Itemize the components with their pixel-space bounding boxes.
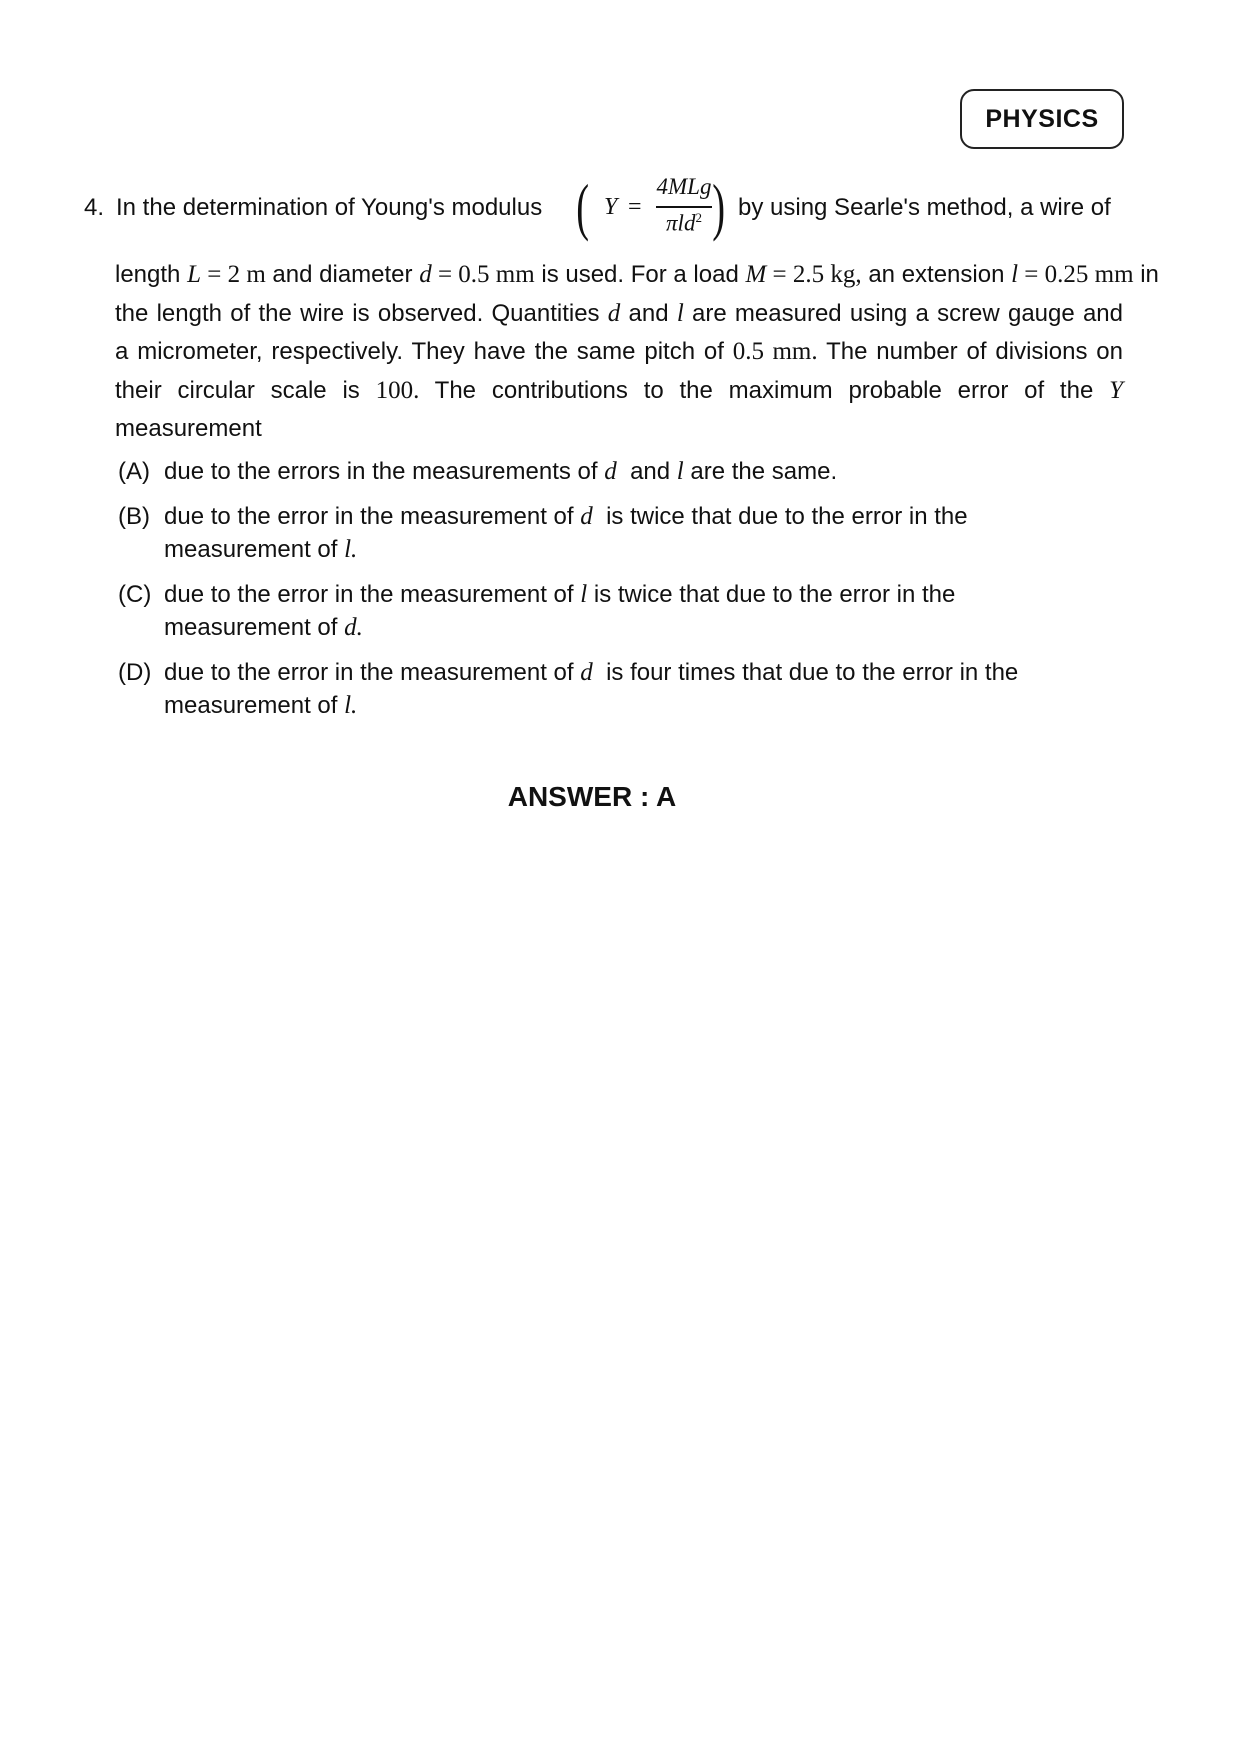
option-b [118,500,1118,566]
question-intro: In the determination of Young's modulus [116,194,543,221]
text-run: due to the errors in the measurements of [164,458,605,485]
math-var: d [604,458,617,485]
text-run: The number of divisions on [817,338,1123,365]
question-line-4 [115,372,1123,411]
option-d [118,656,1118,722]
text-run: length [115,261,188,288]
formula-denominator [656,210,712,237]
math-var: l. [344,536,358,563]
math-value: = 0.5 mm [431,261,535,288]
text-run: measurement of [164,692,345,719]
text-run: is four times that due to the error in the [592,659,1019,686]
text-run: and diameter [265,261,420,288]
text-run: the length of the wire is observed. Quantities [115,299,608,327]
text-run: due to the error in the measurement of [164,503,581,530]
text-run: and [616,458,677,485]
answer-options [118,455,1118,734]
formula-fraction-bar [656,206,712,208]
math-var: l [676,458,684,485]
text-run: due to the error in the measurement of [164,659,581,686]
text-run: is twice that due to the error in the [587,581,956,608]
option-label: (D) [118,659,152,686]
question-line-2 [115,295,1123,334]
youngs-modulus-formula [572,170,726,250]
option-label: (A) [118,458,150,485]
question-body [115,256,1159,449]
math-var: d [419,261,432,288]
math-var: l [676,299,684,327]
option-text [164,500,1118,566]
math-var: d. [344,614,363,641]
option-label: (C) [118,581,152,608]
formula-equals: = [628,194,642,220]
math-var: d [607,299,621,327]
text-run: in [1133,261,1159,288]
subject-label: PHYSICS [985,104,1099,133]
option-text [164,455,1118,488]
answer-key: ANSWER : A [507,781,677,812]
math-var: l [1011,261,1019,288]
text-run: their circular scale is [115,376,376,404]
text-run: The contributions to the maximum probable error of the [419,376,1110,404]
math-value: 0.5 mm. [732,338,818,365]
text-run: an extension [861,261,1012,288]
formula-numerator: 4MLg [656,174,712,199]
text-run: and [620,299,677,327]
math-var: d [580,503,593,530]
math-var: l. [344,692,358,719]
question-line-1 [115,256,1159,295]
text-run: a micrometer, respectively. They have the same pitch of [115,338,733,365]
question-line-5: measurement [115,415,262,442]
question-line-3 [115,333,1123,372]
math-var: L [187,261,201,288]
math-var: M [745,261,767,288]
formula-denominator-exponent: 2 [695,210,702,225]
option-text [164,578,1118,644]
math-value: = 2 m [200,261,266,288]
question-header [84,170,1134,250]
text-run: measurement of [164,614,345,641]
formula-denominator-base: πld [666,210,696,236]
text-run: are the same. [683,458,838,485]
formula-left-paren: ( [576,171,590,242]
math-var: d [580,659,593,686]
question-number: 4. [84,194,105,221]
option-a [118,455,1118,488]
text-run: are measured using a screw gauge and [683,299,1123,327]
formula-lhs: Y [604,194,618,220]
math-var: Y [1109,376,1123,404]
text-run: is used. For a load [534,261,746,288]
text-run: is twice that due to the error in the [592,503,968,530]
subject-badge [960,89,1124,149]
math-var: l [580,581,588,608]
math-value: = 2.5 kg, [766,261,862,288]
text-run: due to the error in the measurement of [164,581,581,608]
option-label: (B) [118,503,150,530]
formula-right-paren: ) [712,171,726,242]
math-value: 100. [375,376,420,404]
math-value: = 0.25 mm [1018,261,1134,288]
question-intro-tail: by using Searle's method, a wire of [738,194,1111,221]
text-run: measurement of [164,536,345,563]
option-c [118,578,1118,644]
option-text [164,656,1118,722]
